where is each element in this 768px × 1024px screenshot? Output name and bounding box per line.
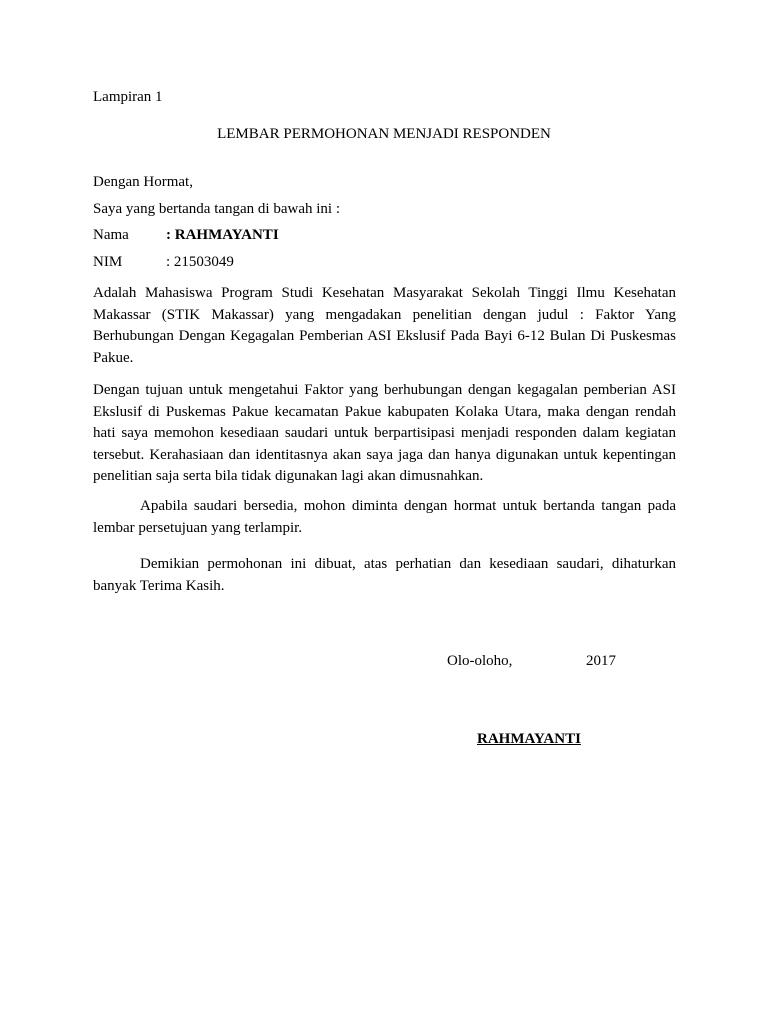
signature-place: Olo-oloho, [447,653,513,669]
name-label: Nama [93,227,129,243]
paragraph-3: Apabila saudari bersedia, mohon diminta dengan hormat untuk bertanda tangan pada lembar persetujuan yang terlampir. [93,498,676,536]
signature-name: RAHMAYANTI [477,731,581,747]
greeting: Dengan Hormat, [93,174,193,190]
nim-value: : 21503049 [166,254,234,270]
nim-label: NIM [93,254,123,270]
document-title: LEMBAR PERMOHONAN MENJADI RESPONDEN [217,126,551,142]
paragraph-1: Adalah Mahasiswa Program Studi Kesehatan Masyarakat Sekolah Tinggi Ilmu Kesehatan Makassar (STIK Makassar) yang mengadakan penelitian dengan judul : Faktor Yang Berhubungan Dengan Kegagalan Pemberian ASI Ekslusif Pada Bayi 6-12 Bulan Di Puskesmas Pakue. [93,285,676,366]
intro-line: Saya yang bertanda tangan di bawah ini : [93,201,341,217]
name-value: : RAHMAYANTI [166,227,279,243]
paragraph-2: Dengan tujuan untuk mengetahui Faktor yang berhubungan dengan kegagalan pemberian ASI Ekslusif di Puskemas Pakue kecamatan Pakue kabupaten Kolaka Utara, maka dengan rendah hati saya memohon kesediaan saudari untuk berpartisipasi menjadi responden dalam kegiatan tersebut. Kerahasiaan dan identitasnya akan saya jaga dan hanya digunakan untuk kepentingan penelitian saja serta bila tidak digunakan lagi akan dimusnahkan. [93,382,676,484]
attachment-label: Lampiran 1 [93,89,163,105]
signature-year: 2017 [586,653,616,669]
paragraph-4: Demikian permohonan ini dibuat, atas perhatian dan kesediaan saudari, dihaturkan banyak Terima Kasih. [93,556,676,594]
